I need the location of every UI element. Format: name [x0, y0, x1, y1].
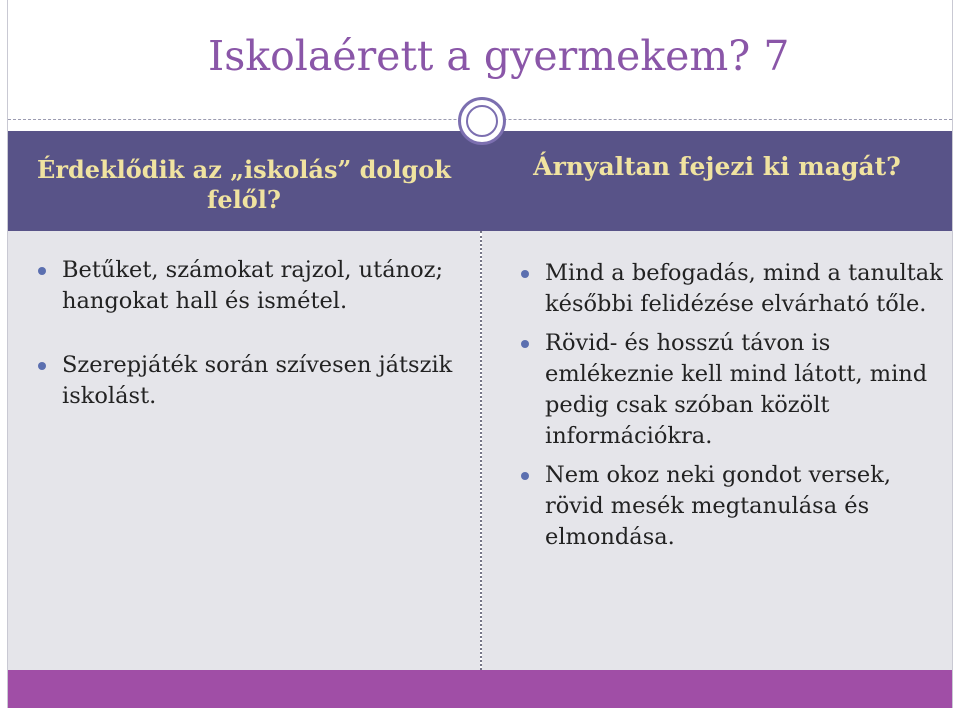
bullet-text: Betűket, számokat rajzol, utánoz; hangokat hall és ismétel. [62, 257, 444, 314]
slide-title: Iskolaérett a gyermekem? 7 [208, 32, 790, 80]
right-column-heading: Árnyaltan fejezi ki magát? [533, 152, 901, 181]
left-column-heading: Érdeklődik az „iskolás” dolgok felől? [37, 155, 451, 214]
bullet-text: Szerepjáték során szívesen játszik iskolást. [62, 352, 453, 409]
list-item [545, 258, 945, 320]
bullet-icon [521, 340, 529, 348]
bullet-icon [521, 270, 529, 278]
bullet-icon [38, 362, 46, 370]
left-bullet-list [62, 255, 462, 445]
list-item [545, 460, 945, 553]
right-bullet-list [545, 258, 945, 561]
list-item [62, 255, 462, 317]
footer-bar [8, 670, 952, 708]
bullet-text: Nem okoz neki gondot versek, rövid mesék megtanulása és elmondása. [545, 462, 892, 550]
bullet-icon [521, 472, 529, 480]
column-divider [480, 231, 482, 670]
bullet-icon [38, 267, 46, 275]
list-item [62, 350, 462, 412]
decorative-circle-icon [458, 97, 506, 145]
bullet-text: Mind a befogadás, mind a tanultak későbbi felidézése elvárható tőle. [545, 260, 943, 317]
bullet-text: Rövid- és hosszú távon is emlékeznie kell mind látott, mind pedig csak szóban közölt információkra. [545, 330, 928, 449]
list-item [545, 328, 945, 452]
